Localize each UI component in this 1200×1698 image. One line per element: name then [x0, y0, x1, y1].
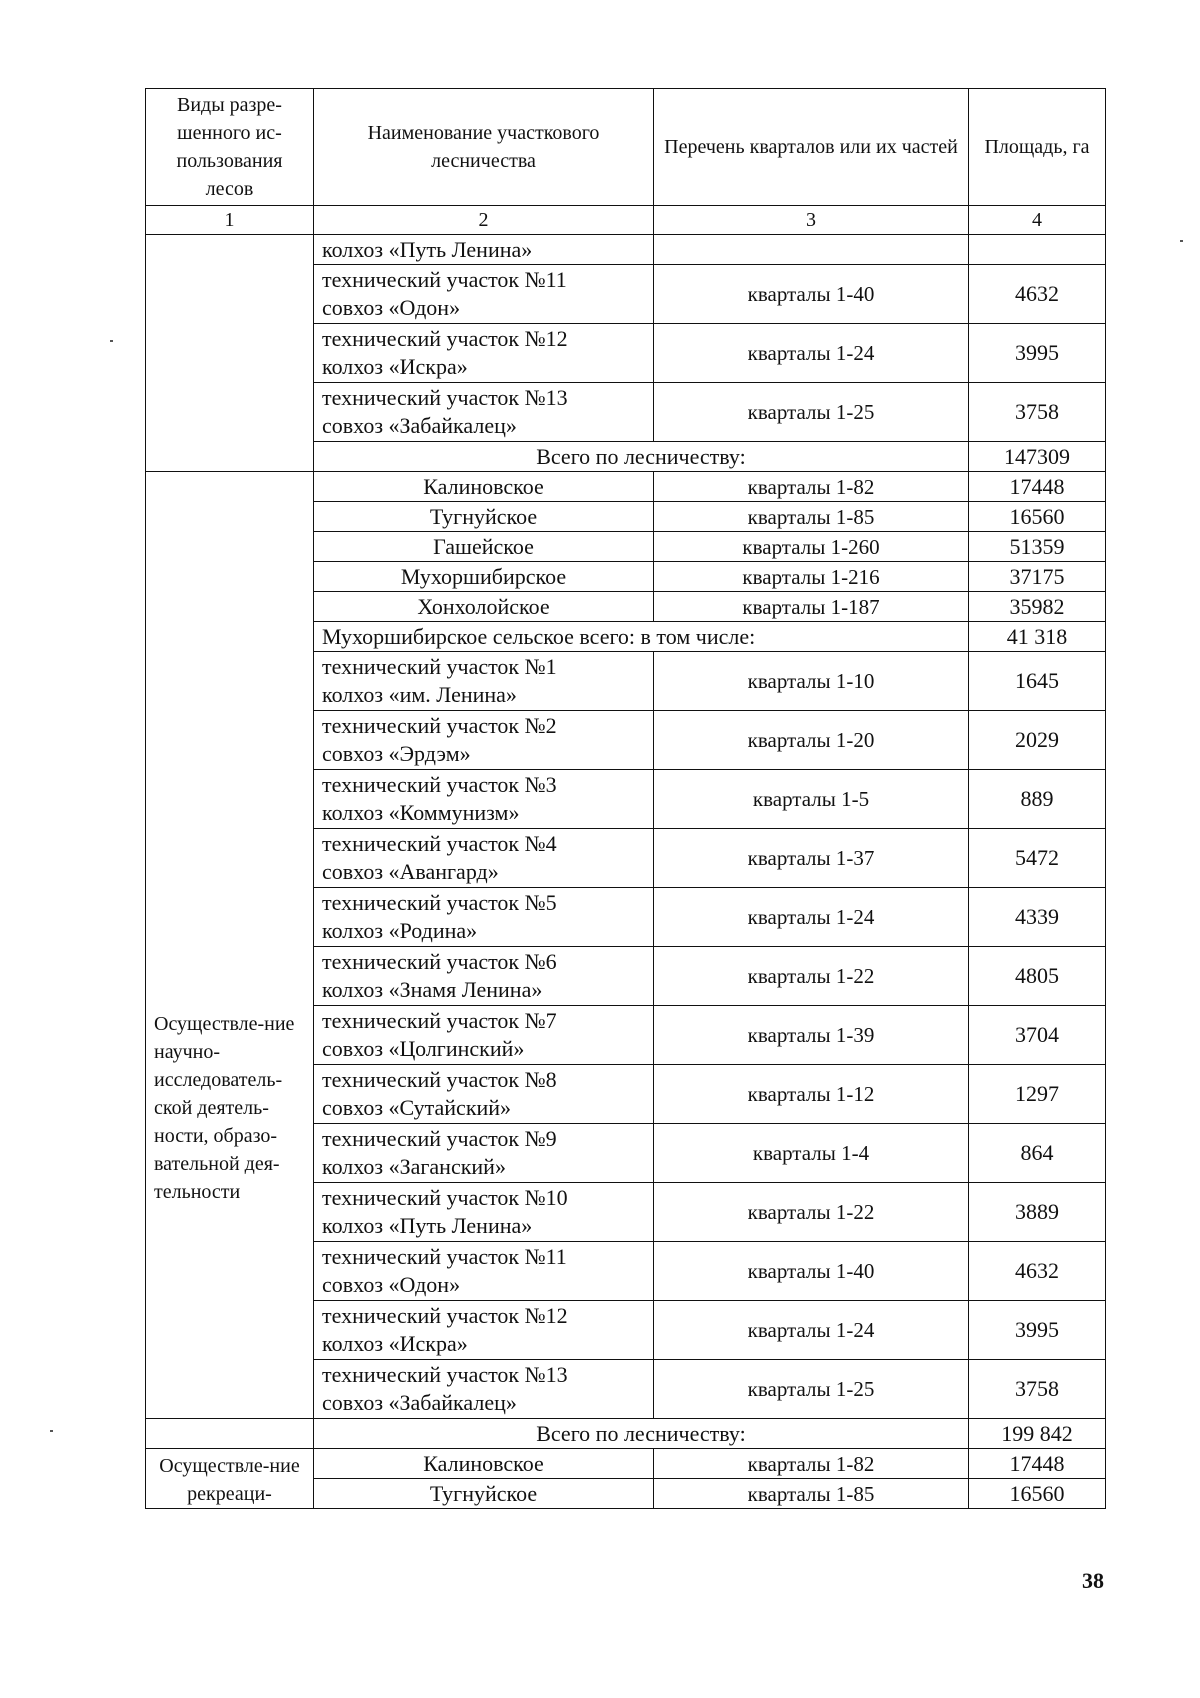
- area-cell: 4632: [969, 265, 1106, 324]
- farm-label: колхоз «Искра»: [322, 1331, 468, 1356]
- tech-site-label: технический участок №7: [322, 1008, 557, 1033]
- quarters-cell: кварталы 1-5: [654, 770, 969, 829]
- quarters-cell: кварталы 1-22: [654, 947, 969, 1006]
- farm-label: совхоз «Авангард»: [322, 859, 499, 884]
- table-row: [146, 235, 1106, 265]
- quarters-cell: кварталы 1-39: [654, 1006, 969, 1065]
- tech-site-label: технический участок №2: [322, 713, 557, 738]
- scan-speck: [50, 1430, 53, 1432]
- forestry-name-cell: [314, 383, 654, 442]
- area-cell: 1645: [969, 652, 1106, 711]
- area-cell: 3995: [969, 324, 1106, 383]
- area-cell: 35982: [969, 592, 1106, 622]
- farm-label: колхоз «Родина»: [322, 918, 478, 943]
- forestry-name-cell: [314, 888, 654, 947]
- area-cell: 51359: [969, 532, 1106, 562]
- forestry-name-cell: [314, 652, 654, 711]
- forestry-name-cell: [314, 324, 654, 383]
- usage-type-cell-empty: [146, 235, 314, 472]
- page-number: 38: [1082, 1568, 1104, 1593]
- area-cell: 1297: [969, 1065, 1106, 1124]
- total-area: 147309: [969, 442, 1106, 472]
- quarters-cell: кварталы 1-82: [654, 1449, 969, 1479]
- forestry-name-cell: Тугнуйское: [314, 502, 654, 532]
- forestry-table: [145, 88, 1106, 1509]
- farm-label: совхоз «Забайкалец»: [322, 1390, 517, 1415]
- quarters-cell: кварталы 1-25: [654, 1360, 969, 1419]
- quarters-cell: кварталы 1-260: [654, 532, 969, 562]
- quarters-cell: кварталы 1-12: [654, 1065, 969, 1124]
- farm-label: совхоз «Забайкалец»: [322, 413, 517, 438]
- quarters-cell: кварталы 1-82: [654, 472, 969, 502]
- total-area: 199 842: [969, 1419, 1106, 1449]
- forestry-name-cell: [314, 711, 654, 770]
- column-number: 2: [314, 206, 654, 235]
- tech-site-label: технический участок №6: [322, 949, 557, 974]
- tech-site-label: технический участок №4: [322, 831, 557, 856]
- column-number-row: [146, 206, 1106, 235]
- quarters-cell: кварталы 1-187: [654, 592, 969, 622]
- scan-speck: [110, 340, 113, 342]
- area-cell: 3758: [969, 1360, 1106, 1419]
- farm-label: совхоз «Эрдэм»: [322, 741, 471, 766]
- farm-label: совхоз «Цолгинский»: [322, 1036, 525, 1061]
- quarters-cell: кварталы 1-216: [654, 562, 969, 592]
- area-cell: 4632: [969, 1242, 1106, 1301]
- forestry-name-cell: Калиновское: [314, 1449, 654, 1479]
- quarters-cell: кварталы 1-20: [654, 711, 969, 770]
- forestry-name-cell: [314, 1242, 654, 1301]
- header-row: [146, 89, 1106, 206]
- quarters-cell: кварталы 1-24: [654, 1301, 969, 1360]
- area-cell: 3995: [969, 1301, 1106, 1360]
- table-row: [146, 472, 1106, 502]
- column-number: 4: [969, 206, 1106, 235]
- quarters-cell: кварталы 1-40: [654, 265, 969, 324]
- header-quarters-list: Перечень кварталов или их частей: [654, 89, 969, 206]
- forestry-name-cell: [314, 1006, 654, 1065]
- quarters-cell: [654, 235, 969, 265]
- header-area: Площадь, га: [969, 89, 1106, 206]
- farm-label: колхоз «Заганский»: [322, 1154, 506, 1179]
- quarters-cell: кварталы 1-22: [654, 1183, 969, 1242]
- forestry-name-cell: [314, 265, 654, 324]
- area-cell: 3889: [969, 1183, 1106, 1242]
- usage-type-text: Осуществле-ние научно-исследователь-ской деятель-ности, образо-вательной дея-тельности: [154, 1012, 295, 1203]
- tech-site-label: технический участок №13: [322, 385, 568, 410]
- forestry-name-cell: Тугнуйское: [314, 1479, 654, 1509]
- forestry-name-cell: [314, 1124, 654, 1183]
- area-cell: 17448: [969, 472, 1106, 502]
- forestry-name-cell: [314, 829, 654, 888]
- farm-label: колхоз «Путь Ленина»: [322, 1213, 533, 1238]
- farm-label: колхоз «им. Ленина»: [322, 682, 517, 707]
- quarters-cell: кварталы 1-85: [654, 502, 969, 532]
- forestry-name-cell: [314, 1301, 654, 1360]
- farm-label: совхоз «Одон»: [322, 1272, 461, 1297]
- tech-site-label: технический участок №5: [322, 890, 557, 915]
- forestry-name-cell: [314, 1065, 654, 1124]
- quarters-cell: кварталы 1-37: [654, 829, 969, 888]
- header-usage-type: Виды разре-шенного ис-пользования лесов: [146, 89, 314, 206]
- tech-site-label: технический участок №13: [322, 1362, 568, 1387]
- area-cell: 16560: [969, 1479, 1106, 1509]
- forestry-name-cell: [314, 770, 654, 829]
- tech-site-label: технический участок №8: [322, 1067, 557, 1092]
- forestry-name-cell: Хонхолойское: [314, 592, 654, 622]
- tech-site-label: технический участок №1: [322, 654, 557, 679]
- forestry-name-cell: колхоз «Путь Ленина»: [314, 235, 654, 265]
- usage-type-cell: [146, 472, 314, 1419]
- area-cell: 37175: [969, 562, 1106, 592]
- forestry-name-cell: Мухоршибирское: [314, 562, 654, 592]
- quarters-cell: кварталы 1-40: [654, 1242, 969, 1301]
- area-cell: 3704: [969, 1006, 1106, 1065]
- area-cell: 4805: [969, 947, 1106, 1006]
- table-row: [146, 1449, 1106, 1479]
- forestry-name-cell: [314, 947, 654, 1006]
- total-label: Всего по лесничеству:: [314, 442, 969, 472]
- column-number: 3: [654, 206, 969, 235]
- usage-type-text: Осуществле-ние рекреаци-: [159, 1454, 300, 1505]
- area-cell: 4339: [969, 888, 1106, 947]
- area-cell: 2029: [969, 711, 1106, 770]
- tech-site-label: технический участок №3: [322, 772, 557, 797]
- tech-site-label: технический участок №12: [322, 326, 568, 351]
- area-cell: 889: [969, 770, 1106, 829]
- farm-label: совхоз «Одон»: [322, 295, 461, 320]
- farm-label: колхоз «Знамя Ленина»: [322, 977, 543, 1002]
- scan-speck: [1180, 240, 1183, 242]
- forestry-name-cell: [314, 1183, 654, 1242]
- subtotal-area: 41 318: [969, 622, 1106, 652]
- tech-site-label: технический участок №12: [322, 1303, 568, 1328]
- tech-site-label: технический участок №11: [322, 267, 567, 292]
- farm-label: колхоз «Искра»: [322, 354, 468, 379]
- tech-site-label: технический участок №11: [322, 1244, 567, 1269]
- usage-type-cell-empty: [146, 1419, 314, 1449]
- quarters-cell: кварталы 1-10: [654, 652, 969, 711]
- tech-site-label: технический участок №10: [322, 1185, 568, 1210]
- header-forestry-name: Наименование участкового лесничества: [314, 89, 654, 206]
- quarters-cell: кварталы 1-25: [654, 383, 969, 442]
- area-cell: 16560: [969, 502, 1106, 532]
- farm-label: колхоз «Коммунизм»: [322, 800, 520, 825]
- forestry-name-cell: Гашейское: [314, 532, 654, 562]
- area-cell: 3758: [969, 383, 1106, 442]
- quarters-cell: кварталы 1-4: [654, 1124, 969, 1183]
- quarters-cell: кварталы 1-24: [654, 888, 969, 947]
- total-row: [146, 1419, 1106, 1449]
- farm-label: совхоз «Сутайский»: [322, 1095, 512, 1120]
- forestry-name-cell: [314, 1360, 654, 1419]
- area-cell: 864: [969, 1124, 1106, 1183]
- forestry-name-cell: Калиновское: [314, 472, 654, 502]
- column-number: 1: [146, 206, 314, 235]
- subtotal-label: Мухоршибирское сельское всего: в том числе:: [314, 622, 969, 652]
- area-cell: 5472: [969, 829, 1106, 888]
- tech-site-label: технический участок №9: [322, 1126, 557, 1151]
- area-cell: [969, 235, 1106, 265]
- area-cell: 17448: [969, 1449, 1106, 1479]
- total-label: Всего по лесничеству:: [314, 1419, 969, 1449]
- quarters-cell: кварталы 1-24: [654, 324, 969, 383]
- usage-type-cell: [146, 1449, 314, 1509]
- quarters-cell: кварталы 1-85: [654, 1479, 969, 1509]
